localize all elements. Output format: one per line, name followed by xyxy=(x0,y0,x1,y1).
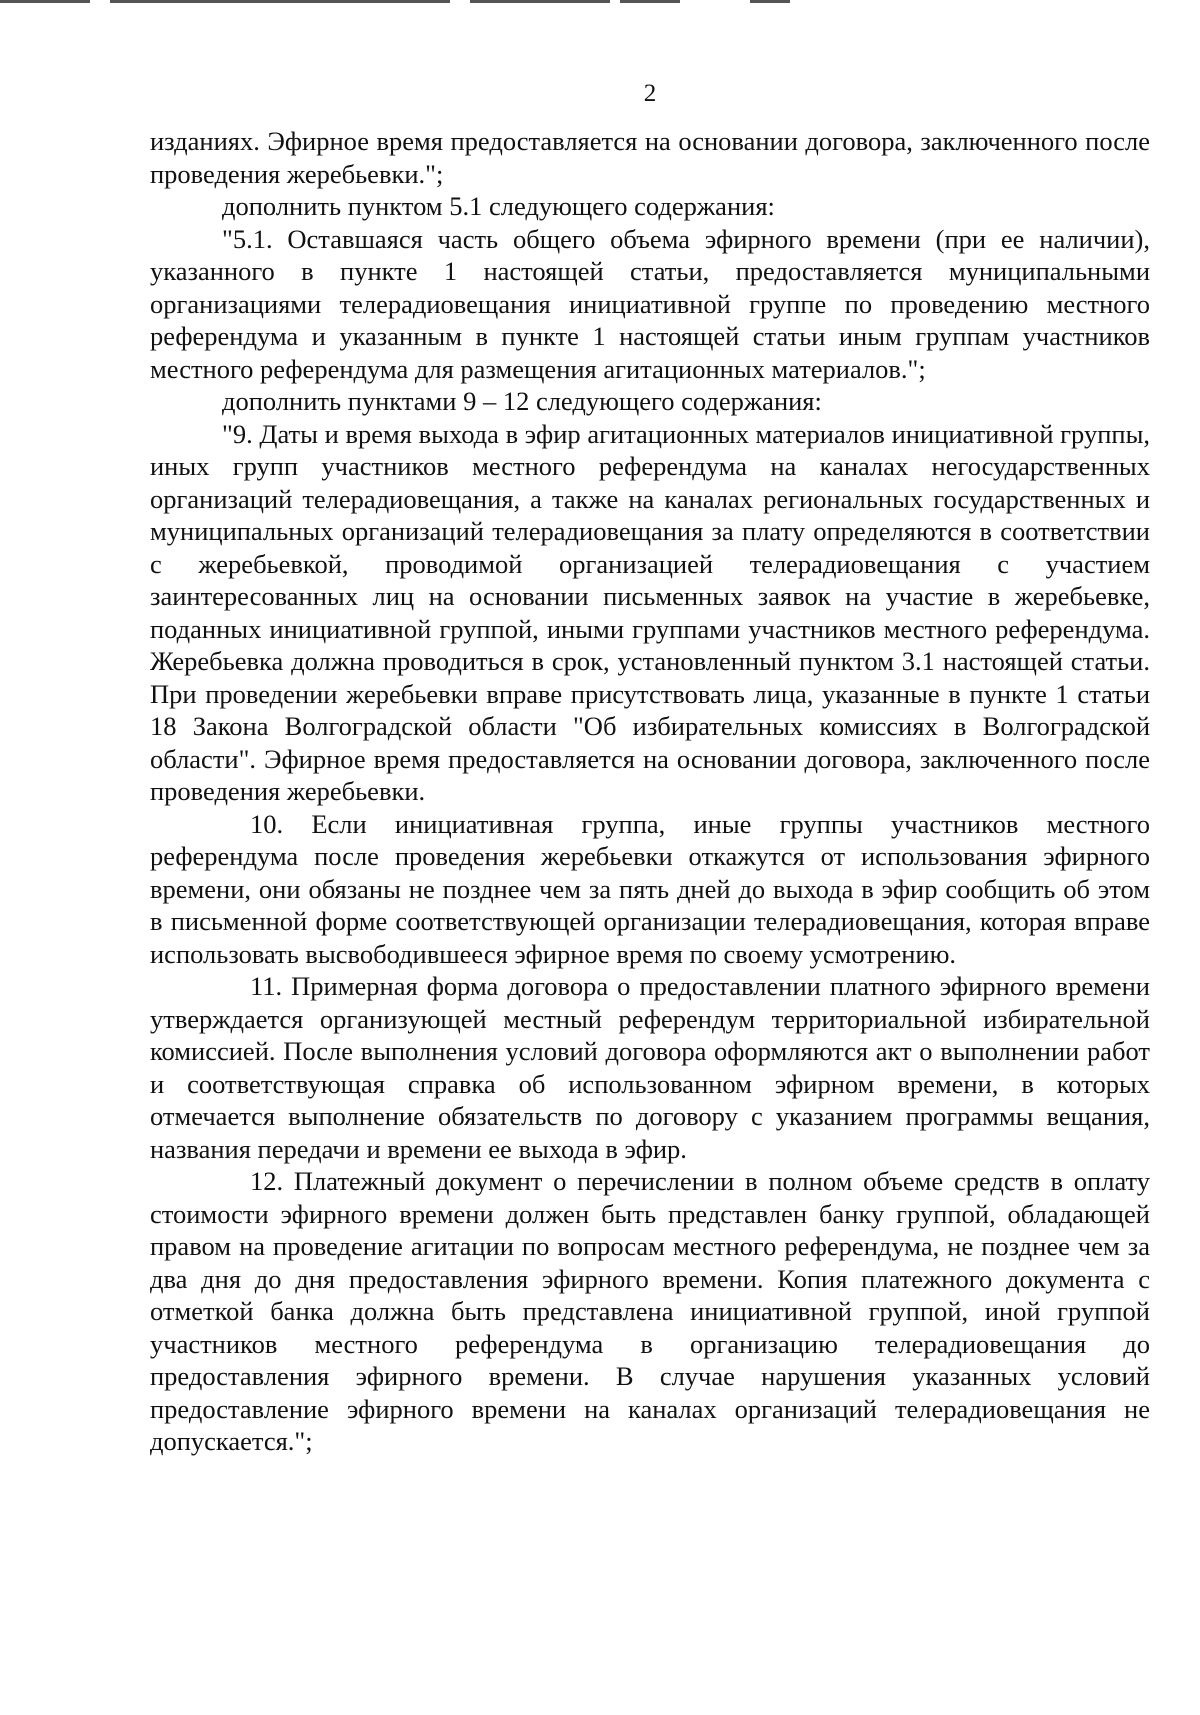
scan-artifact-line xyxy=(110,0,450,3)
page-number: 2 xyxy=(643,80,657,107)
scan-artifact-line xyxy=(0,0,90,3)
paragraph-item-12: 12. Платежный документ о перечислении в полном объеме средств в оплату стоимости эфирного времени должен быть представлен банку группой, обладающей правом на проведение агитации по вопросам местного референдума, не позднее чем за два дня до дня предоставления эфирного времени. Копия платежного документа с отметкой банка должна быть представлена инициативной группой, иной группой участников местного референдума в организацию телерадиовещания до предоставления эфирного времени. В случае нарушения указанных условий предоставление эфирного времени на каналах организаций телерадиовещания не допускается."; xyxy=(150,1166,1150,1456)
scan-artifact-line xyxy=(470,0,610,3)
paragraph-item-11: 11. Примерная форма договора о предоставлении платного эфирного времени утверждается организующей местный референдум территориальной избирательной комиссией. После выполнения условий договора оформляются акт о выполнении работ и соответствующая справка об использованном эфирном времени, в которых отмечается выполнение обязательств по договору с указанием программы вещания, названия передачи и времени ее выхода в эфир. xyxy=(150,971,1150,1164)
paragraph-amendment-9-12: дополнить пунктами 9 – 12 следующего содержания: xyxy=(222,386,822,416)
paragraph-continuation: изданиях. Эфирное время предоставляется на основании договора, заключенного после проведения жеребьевки."; xyxy=(150,126,1150,189)
paragraph-amendment-5-1: дополнить пунктом 5.1 следующего содержания: xyxy=(222,191,775,221)
scan-artifact-line xyxy=(750,0,790,3)
paragraph-item-9: "9. Даты и время выхода в эфир агитационных материалов инициативной группы, иных групп участников местного референдума на каналах негосударственных организаций телерадиовещания, а также на каналах региональных государственных и муниципальных организаций телерадиовещания за плату определяются в соответствии с жеребьевкой, проводимой организацией телерадиовещания с участием заинтересованных лиц на основании письменных заявок на участие в жеребьевке, поданных инициативной группой, иными группами участников местного референдума. Жеребьевка должна проводиться в срок, установленный пунктом 3.1 настоящей статьи. При проведении жеребьевки вправе присутствовать лица, указанные в пункте 1 статьи 18 Закона Волгоградской области "Об избирательных комиссиях в Волгоградской области". Эфирное время предоставляется на основании договора, заключенного после проведения жеребьевки. xyxy=(150,418,1150,806)
document-body xyxy=(150,125,1150,1458)
scan-artifact-line xyxy=(620,0,680,3)
paragraph-item-10: 10. Если инициативная группа, иные группы участников местного референдума после проведения жеребьевки откажутся от использования эфирного времени, они обязаны не позднее чем за пять дней до выхода в эфир сообщить об этом в письменной форме соответствующей организации телерадиовещания, которая вправе использовать высвободившееся эфирное время по своему усмотрению. xyxy=(150,808,1150,969)
paragraph-item-5-1: "5.1. Оставшаяся часть общего объема эфирного времени (при ее наличии), указанного в пункте 1 настоящей статьи, предоставляется муниципальными организациями телерадиовещания инициативной группе по проведению местного референдума и указанным в пункте 1 настоящей статьи иным группам участников местного референдума для размещения агитационных материалов."; xyxy=(150,223,1150,384)
